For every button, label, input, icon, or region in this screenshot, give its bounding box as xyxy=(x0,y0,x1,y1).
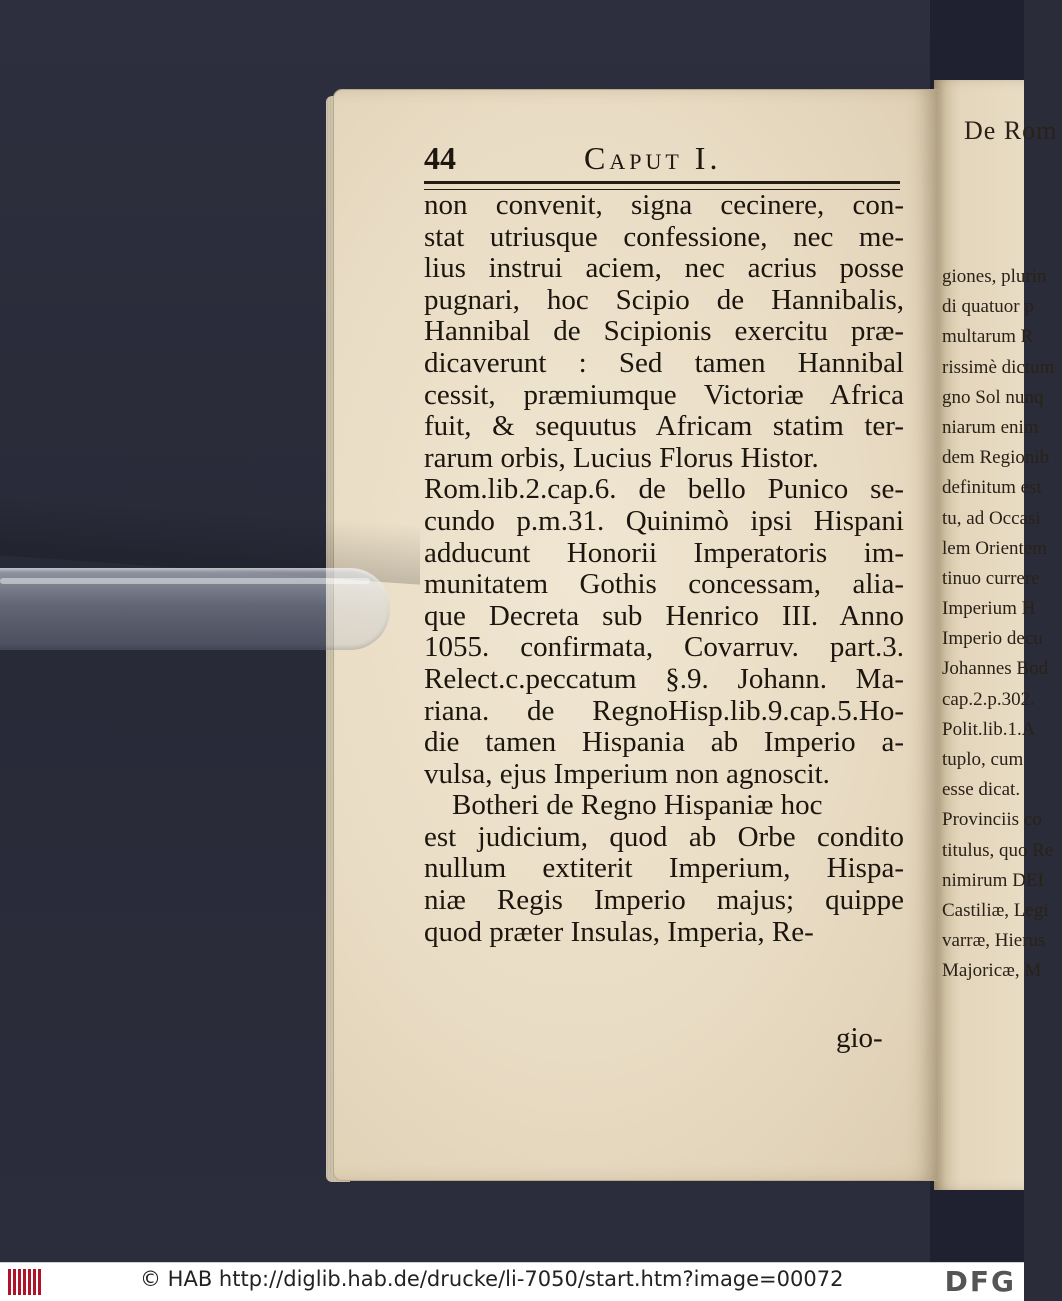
text-line: lius instrui aciem, nec acrius posse xyxy=(424,252,904,285)
text-line: adducunt Honorii Imperatoris im- xyxy=(424,536,904,569)
text-line: est judicium, quod ab Orbe condito xyxy=(424,820,904,853)
text-line: nullum extiterit Imperium, Hispa- xyxy=(424,852,904,885)
facing-text-line: lem Orientem xyxy=(942,537,1047,559)
text-line: Botheri de Regno Hispaniæ hoc xyxy=(452,789,823,822)
text-line: Relect.c.peccatum §.9. Johann. Ma- xyxy=(424,662,904,695)
facing-text-line: Imperio decu xyxy=(942,628,1043,650)
facing-text-line: definitum est xyxy=(942,477,1042,499)
text-line: que Decreta sub Henrico III. Anno xyxy=(424,599,904,632)
facing-text-line: gno Sol nunq xyxy=(942,386,1044,408)
facing-text-line: nimirum DEI xyxy=(942,869,1044,891)
text-line: pugnari, hoc Scipio de Hannibalis, xyxy=(424,283,904,316)
facing-text-line: giones, plurin xyxy=(942,266,1047,287)
facing-text-line: cap.2.p.302. xyxy=(942,688,1035,710)
text-line: stat utriusque confessione, nec me- xyxy=(424,220,904,253)
viewer-footer xyxy=(0,1262,1024,1301)
page-number: 44 xyxy=(424,140,456,176)
facing-text-line: rissimè dictum xyxy=(942,356,1055,378)
text-line: riana. de RegnoHisp.lib.9.cap.5.Ho- xyxy=(424,694,904,727)
page-header xyxy=(424,140,900,180)
facing-text-line: dem Regionib xyxy=(942,447,1050,469)
text-line: 1055. confirmata, Covarruv. part.3. xyxy=(424,631,904,664)
text-line: cundo p.m.31. Quinimò ipsi Hispani xyxy=(424,504,904,537)
facing-page-text xyxy=(942,262,1062,987)
catchword: gio- xyxy=(836,1022,883,1054)
facing-text-line: Majoricæ, M xyxy=(942,960,1042,982)
page-body-text xyxy=(424,190,904,948)
text-line: non convenit, signa cecinere, con- xyxy=(424,189,904,221)
facing-text-line: Polit.lib.1.A xyxy=(942,718,1036,740)
facing-text-line: Provinciis co xyxy=(942,809,1042,831)
wand-highlight xyxy=(0,578,370,584)
facing-text-line: varræ, Hierus xyxy=(942,930,1046,952)
text-line: munitatem Gothis concessam, alia- xyxy=(424,568,904,601)
dfg-logo: DFG xyxy=(944,1265,1016,1298)
facing-text-line: di quatuor p xyxy=(942,296,1034,318)
text-line: Hannibal de Scipionis exercitu præ- xyxy=(424,315,904,348)
hab-logo-icon xyxy=(8,1269,48,1295)
facing-text-line: tu, ad Occasi xyxy=(942,507,1041,529)
facing-text-line: Johannes Bod xyxy=(942,658,1049,680)
facing-text-line: Castiliæ, Legi xyxy=(942,899,1049,921)
text-line: quod præter Insulas, Imperia, Re- xyxy=(424,915,814,948)
text-line: die tamen Hispania ab Imperio a- xyxy=(424,726,904,759)
running-head: Caput I. xyxy=(584,140,722,176)
text-line: Rom.lib.2.cap.6. de bello Punico se- xyxy=(424,473,904,506)
text-line: rarum orbis, Lucius Florus Histor. xyxy=(424,441,819,474)
facing-text-line: titulus, quo Re xyxy=(942,839,1054,861)
facing-text-line: multarum R xyxy=(942,326,1034,348)
facing-text-line: Imperium H xyxy=(942,598,1036,620)
text-line: dicaverunt : Sed tamen Hannibal xyxy=(424,346,904,379)
facing-text-line: esse dicat. xyxy=(942,779,1021,801)
text-line: niæ Regis Imperio majus; quippe xyxy=(424,884,904,917)
facing-page xyxy=(934,80,1058,1190)
text-line: fuit, & sequutus Africam statim ter- xyxy=(424,410,904,443)
facing-text-line: tuplo, cum xyxy=(942,749,1024,770)
text-line: vulsa, ejus Imperium non agnoscit. xyxy=(424,757,830,790)
facing-text-line: tinuo currere xyxy=(942,567,1040,589)
facing-text-line: niarum enim xyxy=(942,416,1039,438)
attribution-link[interactable]: © HAB http://diglib.hab.de/drucke/li-7050/start.htm?image=00072 xyxy=(140,1267,844,1291)
facing-running-head: De Rom xyxy=(964,116,1058,145)
text-line: cessit, præmiumque Victoriæ Africa xyxy=(424,378,904,411)
